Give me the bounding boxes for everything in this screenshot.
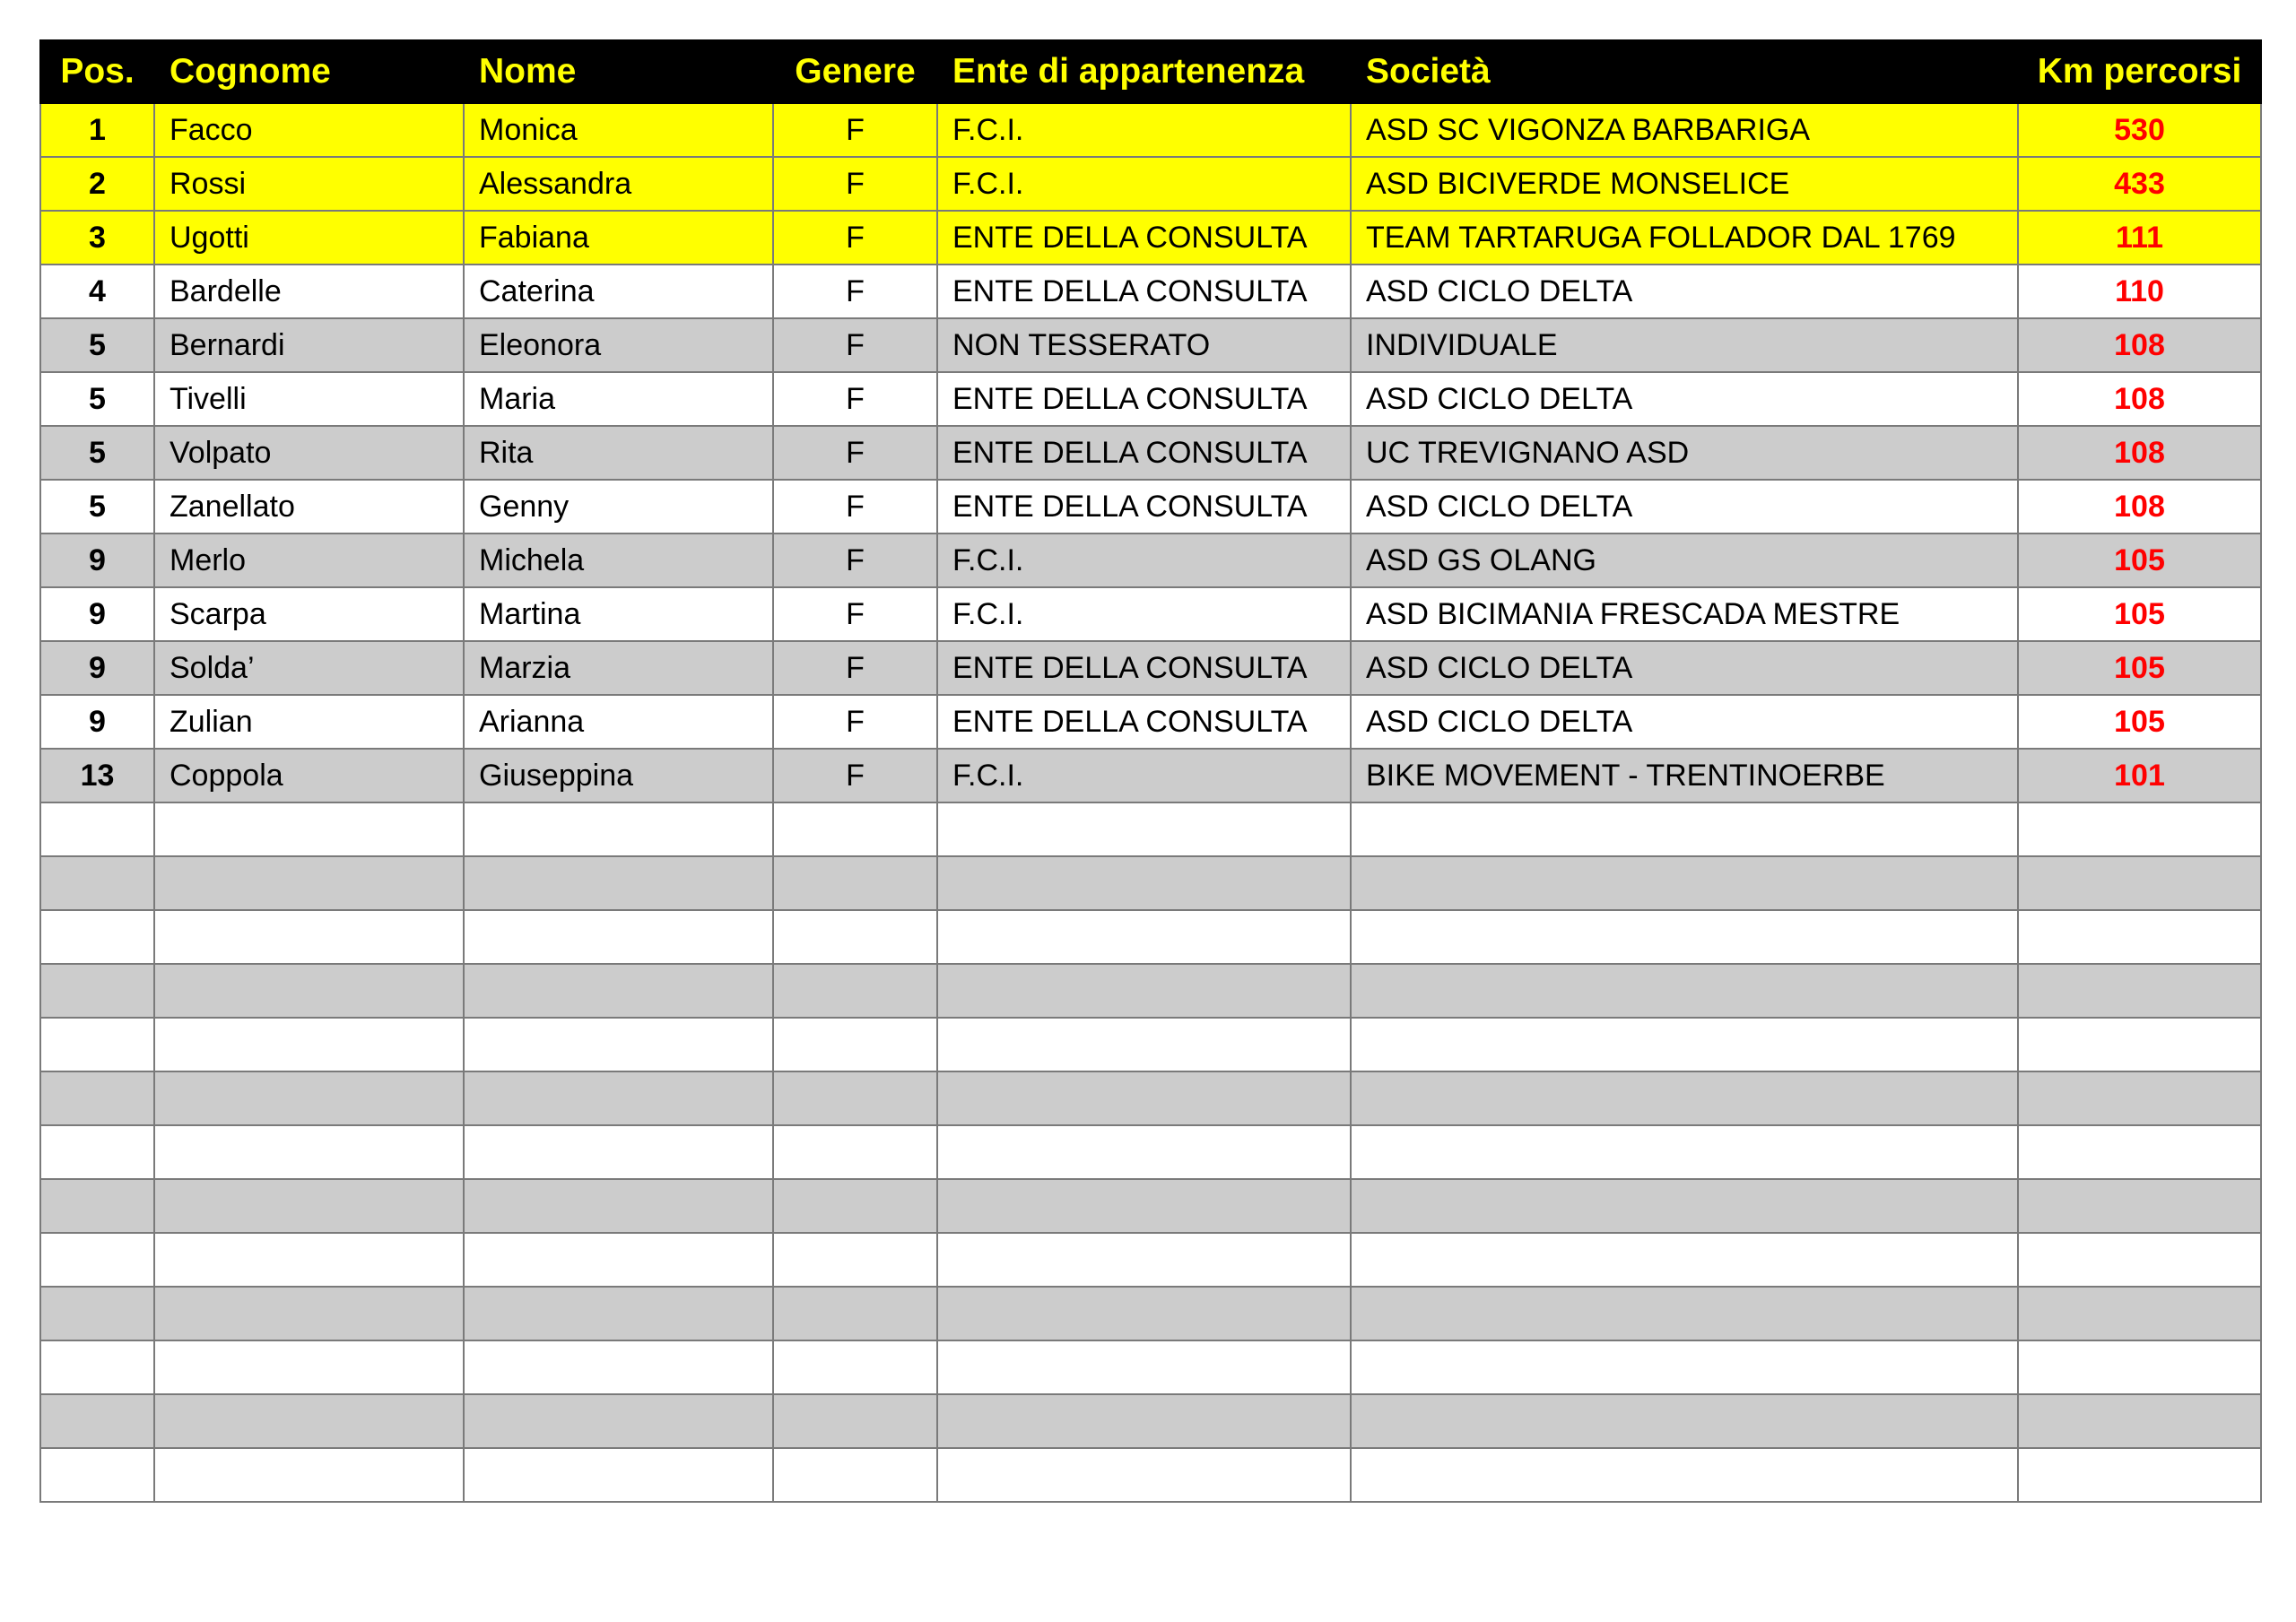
cell-pos: 13	[40, 749, 154, 802]
cell-ente	[937, 1287, 1351, 1340]
cell-genere: F	[773, 372, 937, 426]
cell-nome	[464, 1125, 773, 1179]
cell-genere: F	[773, 641, 937, 695]
cell-societa	[1351, 1448, 2018, 1502]
cell-nome	[464, 802, 773, 856]
cell-ente	[937, 1394, 1351, 1448]
cell-cognome: Tivelli	[154, 372, 464, 426]
cell-km: 108	[2018, 372, 2261, 426]
cell-nome	[464, 1018, 773, 1071]
table-row	[40, 802, 2261, 856]
cell-nome: Rita	[464, 426, 773, 480]
cell-nome	[464, 1340, 773, 1394]
cell-genere	[773, 1287, 937, 1340]
table-row	[40, 426, 2261, 480]
table-row	[40, 211, 2261, 265]
cell-ente: ENTE DELLA CONSULTA	[937, 480, 1351, 533]
cell-pos	[40, 1233, 154, 1287]
cell-ente	[937, 1125, 1351, 1179]
cell-nome	[464, 964, 773, 1018]
cell-nome: Caterina	[464, 265, 773, 318]
cell-pos: 3	[40, 211, 154, 265]
cell-pos: 9	[40, 587, 154, 641]
cell-km: 108	[2018, 318, 2261, 372]
cell-cognome: Bardelle	[154, 265, 464, 318]
cell-genere: F	[773, 426, 937, 480]
cell-nome: Monica	[464, 103, 773, 157]
cell-pos	[40, 1125, 154, 1179]
cell-km	[2018, 910, 2261, 964]
cell-societa	[1351, 964, 2018, 1018]
header-cognome: Cognome	[154, 40, 464, 103]
cell-societa	[1351, 1125, 2018, 1179]
table-row	[40, 103, 2261, 157]
cell-cognome	[154, 1125, 464, 1179]
cell-km	[2018, 1125, 2261, 1179]
cell-pos	[40, 1340, 154, 1394]
cell-cognome: Zanellato	[154, 480, 464, 533]
cell-ente	[937, 1071, 1351, 1125]
table-row	[40, 695, 2261, 749]
cell-pos: 5	[40, 372, 154, 426]
cell-ente	[937, 1448, 1351, 1502]
cell-pos	[40, 1018, 154, 1071]
cell-km	[2018, 1179, 2261, 1233]
header-pos: Pos.	[40, 40, 154, 103]
cell-societa: UC TREVIGNANO ASD	[1351, 426, 2018, 480]
cell-nome	[464, 1448, 773, 1502]
cell-cognome: Volpato	[154, 426, 464, 480]
cell-nome	[464, 856, 773, 910]
cell-nome: Arianna	[464, 695, 773, 749]
cell-societa: TEAM TARTARUGA FOLLADOR DAL 1769	[1351, 211, 2018, 265]
cell-pos	[40, 1394, 154, 1448]
cell-societa: ASD BICIVERDE MONSELICE	[1351, 157, 2018, 211]
cell-genere	[773, 1394, 937, 1448]
cell-genere: F	[773, 157, 937, 211]
cell-cognome	[154, 1179, 464, 1233]
cell-societa	[1351, 1340, 2018, 1394]
cell-genere: F	[773, 695, 937, 749]
cell-cognome	[154, 1340, 464, 1394]
cell-km	[2018, 1340, 2261, 1394]
cell-societa: ASD CICLO DELTA	[1351, 265, 2018, 318]
cell-genere: F	[773, 480, 937, 533]
cell-pos	[40, 1179, 154, 1233]
cell-societa: ASD GS OLANG	[1351, 533, 2018, 587]
cell-societa	[1351, 910, 2018, 964]
table-row	[40, 1071, 2261, 1125]
cell-km	[2018, 856, 2261, 910]
cell-societa: ASD CICLO DELTA	[1351, 480, 2018, 533]
cell-cognome	[154, 1287, 464, 1340]
cell-ente: ENTE DELLA CONSULTA	[937, 426, 1351, 480]
cell-societa: INDIVIDUALE	[1351, 318, 2018, 372]
cell-km	[2018, 964, 2261, 1018]
cell-societa: ASD SC VIGONZA BARBARIGA	[1351, 103, 2018, 157]
cell-ente: F.C.I.	[937, 533, 1351, 587]
cell-pos	[40, 964, 154, 1018]
cell-societa	[1351, 1233, 2018, 1287]
table-row	[40, 1287, 2261, 1340]
table-row	[40, 856, 2261, 910]
cell-genere	[773, 1448, 937, 1502]
cell-genere	[773, 1179, 937, 1233]
cell-genere: F	[773, 211, 937, 265]
table-body	[40, 103, 2261, 1502]
cell-ente: ENTE DELLA CONSULTA	[937, 211, 1351, 265]
cell-societa	[1351, 1071, 2018, 1125]
cell-km	[2018, 1018, 2261, 1071]
cell-societa	[1351, 1179, 2018, 1233]
cell-nome: Fabiana	[464, 211, 773, 265]
header-ente: Ente di appartenenza	[937, 40, 1351, 103]
table-row	[40, 964, 2261, 1018]
cell-cognome: Merlo	[154, 533, 464, 587]
table-row	[40, 1125, 2261, 1179]
table-row	[40, 372, 2261, 426]
cell-genere	[773, 1018, 937, 1071]
cell-genere: F	[773, 265, 937, 318]
cell-pos	[40, 1071, 154, 1125]
cell-cognome	[154, 1394, 464, 1448]
cell-pos: 4	[40, 265, 154, 318]
cell-nome	[464, 910, 773, 964]
table-row	[40, 1179, 2261, 1233]
cell-nome	[464, 1287, 773, 1340]
cell-societa	[1351, 1394, 2018, 1448]
table-row	[40, 1394, 2261, 1448]
cell-genere: F	[773, 103, 937, 157]
cell-ente	[937, 1233, 1351, 1287]
cell-ente	[937, 1018, 1351, 1071]
table-row	[40, 318, 2261, 372]
cell-cognome	[154, 856, 464, 910]
cell-ente: NON TESSERATO	[937, 318, 1351, 372]
cell-ente	[937, 910, 1351, 964]
cell-km	[2018, 1394, 2261, 1448]
cell-cognome: Zulian	[154, 695, 464, 749]
cell-pos	[40, 1287, 154, 1340]
cell-nome: Alessandra	[464, 157, 773, 211]
table-row	[40, 157, 2261, 211]
cell-cognome: Coppola	[154, 749, 464, 802]
cell-ente: F.C.I.	[937, 749, 1351, 802]
cell-societa: ASD CICLO DELTA	[1351, 641, 2018, 695]
cell-societa	[1351, 856, 2018, 910]
cell-km	[2018, 802, 2261, 856]
cell-nome: Eleonora	[464, 318, 773, 372]
table-row	[40, 1018, 2261, 1071]
cell-ente: ENTE DELLA CONSULTA	[937, 265, 1351, 318]
cell-societa: ASD CICLO DELTA	[1351, 372, 2018, 426]
cell-pos	[40, 856, 154, 910]
cell-pos: 2	[40, 157, 154, 211]
cell-genere: F	[773, 533, 937, 587]
cell-cognome	[154, 1071, 464, 1125]
cell-ente	[937, 802, 1351, 856]
cell-km: 111	[2018, 211, 2261, 265]
cell-km	[2018, 1233, 2261, 1287]
cell-pos: 9	[40, 641, 154, 695]
cell-societa	[1351, 802, 2018, 856]
cell-ente	[937, 1179, 1351, 1233]
cell-km: 101	[2018, 749, 2261, 802]
cell-pos: 5	[40, 480, 154, 533]
table-row	[40, 749, 2261, 802]
cell-km: 110	[2018, 265, 2261, 318]
cell-cognome	[154, 1233, 464, 1287]
cell-pos: 5	[40, 426, 154, 480]
cell-nome: Giuseppina	[464, 749, 773, 802]
ranking-table	[39, 39, 2262, 1503]
table-row	[40, 533, 2261, 587]
cell-genere	[773, 1233, 937, 1287]
header-societa: Società	[1351, 40, 2018, 103]
cell-genere	[773, 856, 937, 910]
cell-cognome: Facco	[154, 103, 464, 157]
cell-societa: ASD BICIMANIA FRESCADA MESTRE	[1351, 587, 2018, 641]
cell-ente: F.C.I.	[937, 157, 1351, 211]
cell-genere: F	[773, 318, 937, 372]
table-row	[40, 910, 2261, 964]
cell-nome	[464, 1071, 773, 1125]
cell-genere	[773, 1340, 937, 1394]
cell-cognome	[154, 910, 464, 964]
header-km: Km percorsi	[2018, 40, 2261, 103]
cell-cognome: Solda’	[154, 641, 464, 695]
cell-ente: ENTE DELLA CONSULTA	[937, 372, 1351, 426]
cell-km: 108	[2018, 426, 2261, 480]
cell-nome	[464, 1179, 773, 1233]
cell-km	[2018, 1287, 2261, 1340]
cell-genere: F	[773, 749, 937, 802]
cell-pos: 5	[40, 318, 154, 372]
ranking-sheet	[39, 39, 2262, 1503]
cell-nome: Maria	[464, 372, 773, 426]
cell-nome: Michela	[464, 533, 773, 587]
cell-cognome: Bernardi	[154, 318, 464, 372]
cell-societa	[1351, 1018, 2018, 1071]
cell-pos: 9	[40, 533, 154, 587]
table-row	[40, 1448, 2261, 1502]
cell-genere	[773, 964, 937, 1018]
cell-genere: F	[773, 587, 937, 641]
cell-ente	[937, 856, 1351, 910]
cell-km: 105	[2018, 587, 2261, 641]
cell-pos	[40, 802, 154, 856]
cell-ente: F.C.I.	[937, 103, 1351, 157]
cell-ente	[937, 1340, 1351, 1394]
cell-ente: ENTE DELLA CONSULTA	[937, 641, 1351, 695]
cell-ente	[937, 964, 1351, 1018]
cell-cognome: Rossi	[154, 157, 464, 211]
table-header	[40, 40, 2261, 103]
cell-cognome	[154, 1448, 464, 1502]
cell-cognome	[154, 802, 464, 856]
cell-km: 105	[2018, 641, 2261, 695]
cell-nome: Martina	[464, 587, 773, 641]
cell-ente: ENTE DELLA CONSULTA	[937, 695, 1351, 749]
cell-genere	[773, 1125, 937, 1179]
cell-km	[2018, 1448, 2261, 1502]
cell-pos: 9	[40, 695, 154, 749]
table-row	[40, 480, 2261, 533]
cell-pos	[40, 1448, 154, 1502]
cell-km: 530	[2018, 103, 2261, 157]
cell-nome	[464, 1233, 773, 1287]
table-row	[40, 1340, 2261, 1394]
cell-pos	[40, 910, 154, 964]
table-row	[40, 587, 2261, 641]
cell-genere	[773, 802, 937, 856]
cell-km: 105	[2018, 695, 2261, 749]
cell-km: 105	[2018, 533, 2261, 587]
cell-cognome: Ugotti	[154, 211, 464, 265]
cell-nome	[464, 1394, 773, 1448]
cell-cognome: Scarpa	[154, 587, 464, 641]
table-row	[40, 1233, 2261, 1287]
cell-societa	[1351, 1287, 2018, 1340]
cell-pos: 1	[40, 103, 154, 157]
cell-societa: BIKE MOVEMENT - TRENTINOERBE	[1351, 749, 2018, 802]
table-row	[40, 641, 2261, 695]
table-row	[40, 265, 2261, 318]
cell-ente: F.C.I.	[937, 587, 1351, 641]
cell-cognome	[154, 964, 464, 1018]
cell-genere	[773, 1071, 937, 1125]
cell-societa: ASD CICLO DELTA	[1351, 695, 2018, 749]
cell-nome: Marzia	[464, 641, 773, 695]
cell-km	[2018, 1071, 2261, 1125]
header-row	[40, 40, 2261, 103]
header-nome: Nome	[464, 40, 773, 103]
cell-genere	[773, 910, 937, 964]
cell-nome: Genny	[464, 480, 773, 533]
cell-cognome	[154, 1018, 464, 1071]
cell-km: 108	[2018, 480, 2261, 533]
header-genere: Genere	[773, 40, 937, 103]
cell-km: 433	[2018, 157, 2261, 211]
